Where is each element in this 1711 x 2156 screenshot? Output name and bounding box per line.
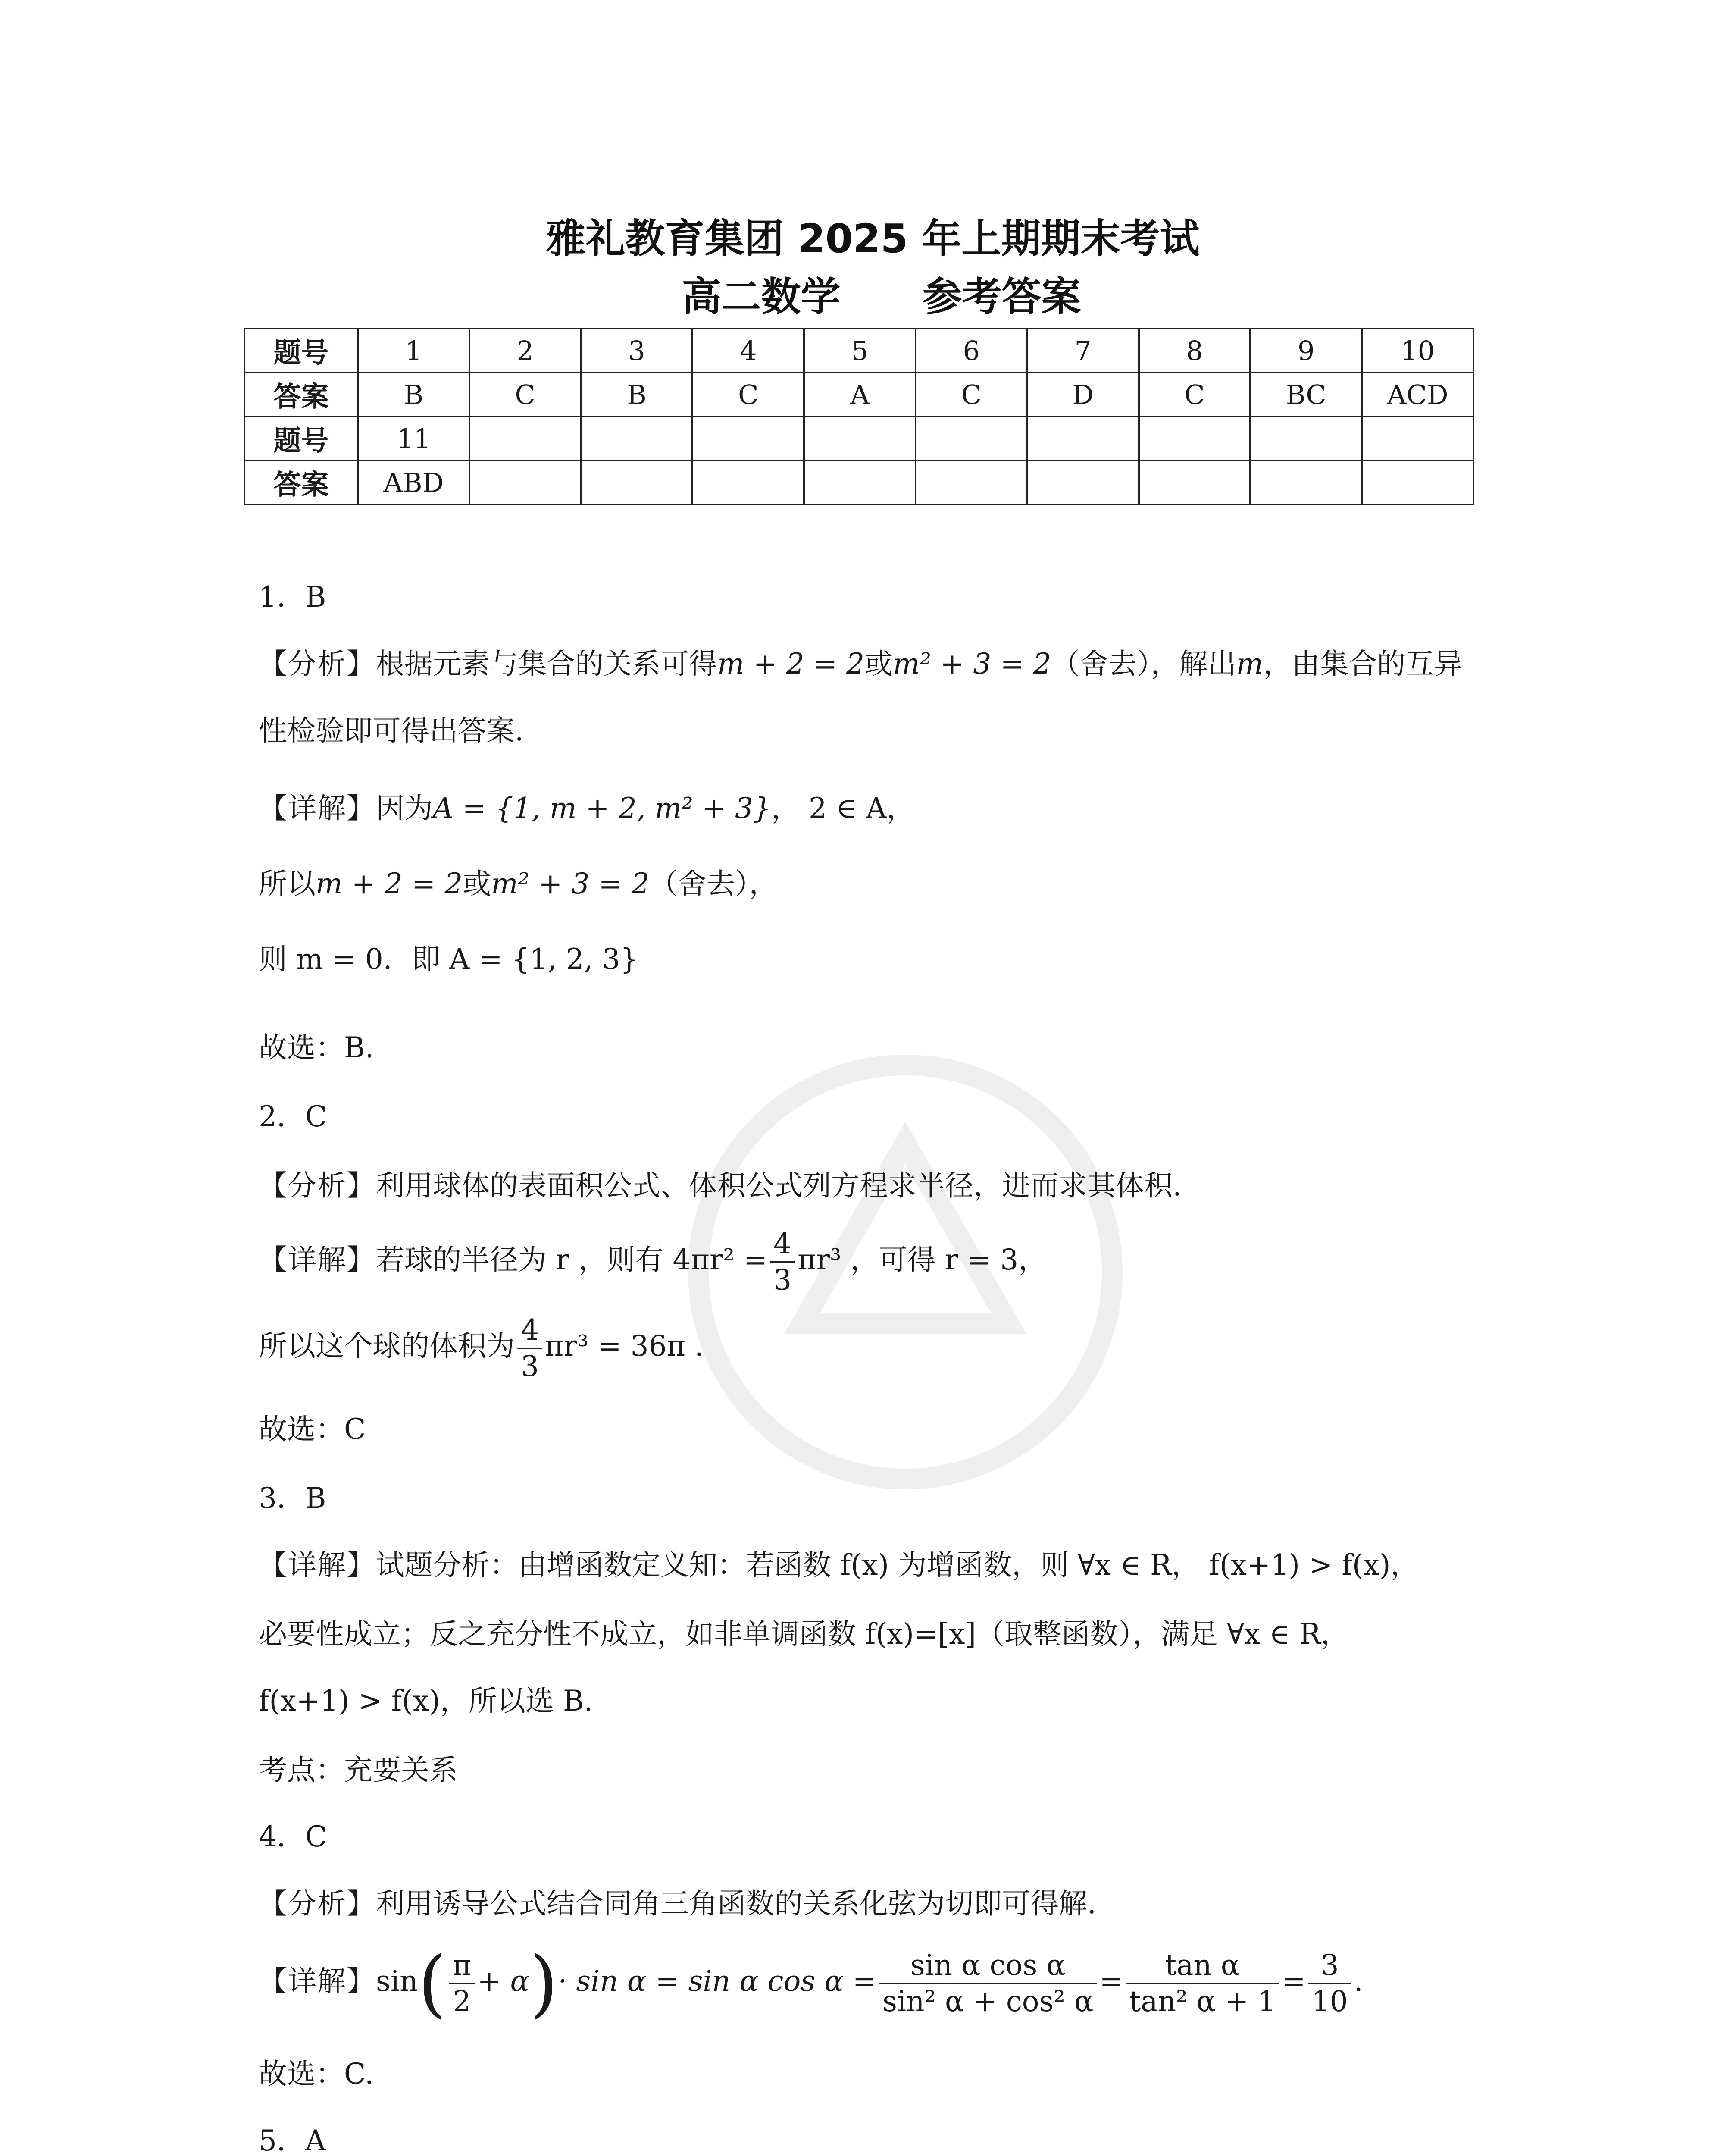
table-cell [692, 461, 804, 505]
text: （舍去），解出 [1051, 647, 1236, 680]
text: 或 [864, 647, 893, 680]
text: sin [376, 1965, 418, 1998]
table-cell [804, 417, 916, 461]
answer-header: 答案 [244, 373, 358, 417]
question-number-header: 题号 [244, 329, 358, 373]
text: ， 2 ∈ A， [771, 792, 915, 825]
q1-detail-line: 则 m = 0．即 A = {1, 2, 3} [259, 943, 638, 976]
table-cell: 8 [1139, 329, 1251, 373]
numerator: π [449, 1948, 475, 1984]
math: + α [477, 1965, 530, 1998]
denominator: 2 [453, 1985, 471, 2018]
table-cell [1027, 461, 1139, 505]
table-cell: C [916, 373, 1027, 417]
question-number-header: 题号 [244, 417, 358, 461]
fraction [1308, 1948, 1351, 2019]
text: πr³ ，可得 r = 3， [798, 1243, 1047, 1276]
fraction [517, 1313, 542, 1384]
detail-label: 【详解】 [259, 1243, 376, 1276]
math: m + 2 = 2 [316, 867, 463, 900]
fraction [770, 1227, 795, 1297]
math: m² + 3 = 2 [893, 647, 1051, 680]
q3-detail-line: f(x+1) > f(x)，所以选 B. [259, 1684, 593, 1717]
denominator: 10 [1311, 1985, 1348, 2018]
subtitle-answer-key: 参考答案 [922, 274, 1081, 320]
q2-detail-line [259, 1313, 704, 1384]
table-cell [1027, 417, 1139, 461]
table-cell: A [804, 373, 916, 417]
math: m + 2 = 2 [717, 647, 865, 680]
table-cell: 1 [358, 329, 469, 373]
math: · sin α = sin α cos α = [558, 1965, 877, 1998]
math: A = {1, m + 2, m² + 3} [433, 792, 771, 825]
denominator: tan² α + 1 [1129, 1985, 1276, 2018]
table-cell [581, 461, 693, 505]
q3-header: 3．B [259, 1482, 326, 1515]
text: ，由集合的互异 [1263, 647, 1463, 680]
paren: ( [418, 1941, 447, 2026]
table-cell [804, 461, 916, 505]
table-cell: 6 [916, 329, 1027, 373]
math: m [1236, 647, 1264, 680]
text: 利用诱导公式结合同角三角函数的关系化弦为切即可得解. [376, 1887, 1096, 1920]
text: 试题分析：由增函数定义知：若函数 f(x) 为增函数，则 ∀x ∈ R， f(x+1) > f(x)， [376, 1548, 1419, 1582]
text: 所以这个球的体积为 [259, 1329, 515, 1363]
table-cell: C [1139, 373, 1251, 417]
q1-detail-line [259, 865, 778, 903]
table-cell: ABD [358, 461, 469, 505]
q1-detail [259, 789, 915, 828]
q2-detail [259, 1227, 1047, 1297]
table-cell [916, 417, 1027, 461]
table-cell: D [1027, 373, 1139, 417]
q2-header: 2．C [259, 1100, 327, 1133]
paren: ) [529, 1941, 558, 2026]
numerator: tan α [1126, 1948, 1279, 1984]
table-cell: C [692, 373, 804, 417]
table-cell [1139, 461, 1251, 505]
fraction [1126, 1948, 1279, 2019]
detail-label: 【详解】 [259, 1548, 376, 1582]
q4-header: 4．C [259, 1820, 327, 1853]
text: πr³ = 36π . [545, 1329, 704, 1363]
table-cell: 5 [804, 329, 916, 373]
numerator: sin α cos α [879, 1948, 1097, 1984]
text: 所以 [259, 867, 316, 900]
table-cell: 3 [581, 329, 693, 373]
q5-header: 5．A [259, 2124, 326, 2156]
fraction [879, 1948, 1097, 2019]
table-cell: 11 [358, 417, 469, 461]
q3-detail-line: 必要性成立；反之充分性不成立，如非单调函数 f(x)=[x]（取整函数），满足 ∀x ∈ R， [259, 1617, 1349, 1651]
table-cell [916, 461, 1027, 505]
analysis-label: 【分析】 [259, 1887, 376, 1920]
table-cell: 10 [1362, 329, 1473, 373]
q1-conclusion: 故选：B. [259, 1031, 374, 1064]
q3-detail [259, 1546, 1419, 1585]
analysis-label: 【分析】 [259, 647, 376, 680]
table-cell: B [581, 373, 693, 417]
math: m² + 3 = 2 [491, 867, 650, 900]
table-cell: B [358, 373, 469, 417]
denominator: 3 [521, 1350, 539, 1383]
table-cell: 9 [1250, 329, 1362, 373]
text: . [1354, 1965, 1363, 1998]
denominator: sin² α + cos² α [882, 1985, 1094, 2018]
table-row [244, 373, 1473, 417]
q1-header: 1．B [259, 580, 326, 614]
table-cell: 2 [469, 329, 581, 373]
text: 根据元素与集合的关系可得 [376, 647, 717, 680]
analysis-label: 【分析】 [259, 1169, 376, 1202]
text: 或 [463, 867, 491, 900]
answer-header: 答案 [244, 461, 358, 505]
q4-detail [259, 1940, 1363, 2024]
table-cell: BC [1250, 373, 1362, 417]
text: = [1099, 1965, 1123, 1998]
table-row [244, 461, 1473, 505]
q2-conclusion: 故选：C [259, 1413, 366, 1446]
table-cell [1250, 417, 1362, 461]
q4-conclusion: 故选：C. [259, 2057, 374, 2090]
q1-analysis-cont: 性检验即可得出答案. [259, 714, 524, 747]
q2-analysis [259, 1166, 1182, 1205]
subtitle-subject: 高二数学 [682, 274, 841, 320]
fraction [449, 1948, 475, 2019]
table-cell [692, 417, 804, 461]
document-title: 雅礼教育集团 2025 年上期期末考试 [546, 216, 1200, 262]
denominator: 3 [773, 1263, 792, 1297]
table-cell [469, 417, 581, 461]
numerator: 4 [770, 1227, 795, 1263]
numerator: 3 [1308, 1948, 1351, 1984]
table-cell: ACD [1362, 373, 1473, 417]
document-subtitle [26, 265, 1711, 322]
table-cell: 7 [1027, 329, 1139, 373]
table-row [244, 417, 1473, 461]
table-cell [469, 461, 581, 505]
table-cell [1362, 417, 1473, 461]
answer-table [244, 328, 1474, 505]
text: 若球的半径为 r ，则有 4πr² = [376, 1243, 768, 1276]
numerator: 4 [517, 1313, 542, 1349]
text: 利用球体的表面积公式、体积公式列方程求半径，进而求其体积. [376, 1169, 1182, 1202]
q1-analysis [259, 645, 1462, 683]
detail-label: 【详解】 [259, 1965, 376, 1998]
q4-analysis [259, 1884, 1096, 1923]
detail-label: 【详解】 [259, 792, 376, 825]
table-cell: C [469, 373, 581, 417]
table-cell [581, 417, 693, 461]
table-row [244, 329, 1473, 373]
table-cell: 4 [692, 329, 804, 373]
text: 因为 [376, 792, 433, 825]
q3-topic: 考点：充要关系 [259, 1753, 458, 1786]
text: （舍去）， [649, 867, 778, 900]
text: = [1282, 1965, 1306, 1998]
table-cell [1139, 417, 1251, 461]
table-cell [1362, 461, 1473, 505]
table-cell [1250, 461, 1362, 505]
